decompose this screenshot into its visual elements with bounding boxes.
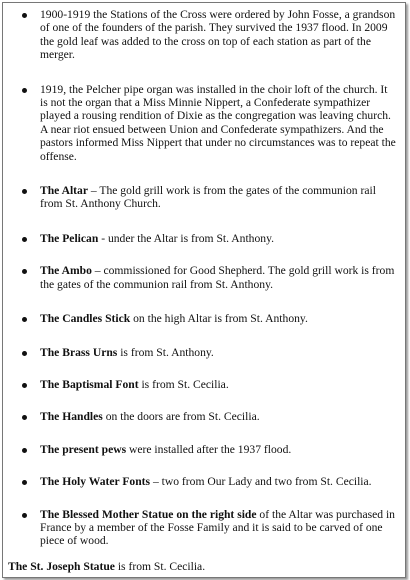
item-heading: The Pelican [40, 231, 99, 245]
bullet-icon [22, 448, 27, 453]
bullet-icon [22, 237, 27, 242]
item-heading: The Brass Urns [40, 345, 118, 359]
item-text: – commissioned for Good Shepherd. The gold grill work is from the gates of the communion rail from St. Anthony. [40, 264, 395, 291]
item-text: of the Altar was purchased in France by a member of the Fosse Family and it is said to be carved of one piece of wood. [40, 507, 395, 548]
footer-text: is from St. Cecilia. [114, 559, 206, 573]
item-text: is from St. Anthony. [117, 345, 214, 359]
list-item-font [3, 378, 405, 391]
footer-heading: The St. Joseph Statue [8, 559, 115, 573]
item-text: were installed after the 1937 flood. [126, 442, 292, 456]
bullet-icon [22, 317, 27, 322]
item-heading: The Ambo [40, 264, 92, 278]
item-heading: The present pews [40, 442, 127, 456]
list-item-holy-water [3, 475, 405, 488]
item-text: 1919, the Pelcher pipe organ was installed in the choir loft of the church. It is not the organ that a Miss Minnie Nippert, a Confederate sympathizer played a rousing rendition of Dixie as the congregation was leaving church. A near riot ensued between Union and Confederate sympathizers. And the pastors informed Miss Nippert that under no circumstances was to repeat the offense. [40, 82, 396, 163]
document-content [3, 3, 405, 573]
item-heading: The Holy Water Fonts [40, 475, 151, 489]
item-text: on the high Altar is from St. Anthony. [130, 312, 308, 326]
list-item-stations [3, 8, 405, 62]
item-text: - under the Altar is from St. Anthony. [98, 231, 275, 245]
list-item-pews [3, 443, 405, 456]
list-item-urns [3, 346, 405, 359]
document-page [2, 2, 406, 578]
bullet-icon [22, 189, 27, 194]
item-text: on the doors are from St. Cecilia. [102, 410, 260, 424]
list-item-organ [3, 83, 405, 163]
bullet-icon [22, 351, 27, 356]
bullet-icon [22, 383, 27, 388]
bullet-icon [22, 415, 27, 420]
item-heading: The Blessed Mother Statue on the right side [40, 507, 257, 521]
item-text: 1900-1919 the Stations of the Cross were ordered by John Fosse, a grandson of one of the founders of the parish. They survived the 1937 flood. In 2009 the gold leaf was added to the cross on top of each station as part of the merger. [40, 8, 396, 62]
bullet-icon [22, 269, 27, 274]
item-heading: The Altar [40, 184, 88, 198]
list-item-pelican [3, 232, 405, 245]
item-heading: The Candles Stick [40, 312, 131, 326]
history-list [3, 8, 405, 548]
list-item-ambo [3, 264, 405, 291]
bullet-icon [22, 13, 27, 18]
item-heading: The Baptismal Font [40, 377, 139, 391]
item-text: – The gold grill work is from the gates of the communion rail from St. Anthony Church. [40, 184, 376, 211]
bullet-icon [22, 513, 27, 518]
list-item-blessed-mother [3, 508, 405, 548]
item-text: – two from Our Lady and two from St. Cecilia. [150, 475, 372, 489]
footer-line [3, 560, 405, 573]
list-item-altar [3, 184, 405, 211]
item-heading: The Handles [40, 410, 103, 424]
item-text: is from St. Cecilia. [138, 377, 229, 391]
bullet-icon [22, 480, 27, 485]
list-item-handles [3, 410, 405, 423]
bullet-icon [22, 88, 27, 93]
list-item-candles [3, 312, 405, 325]
